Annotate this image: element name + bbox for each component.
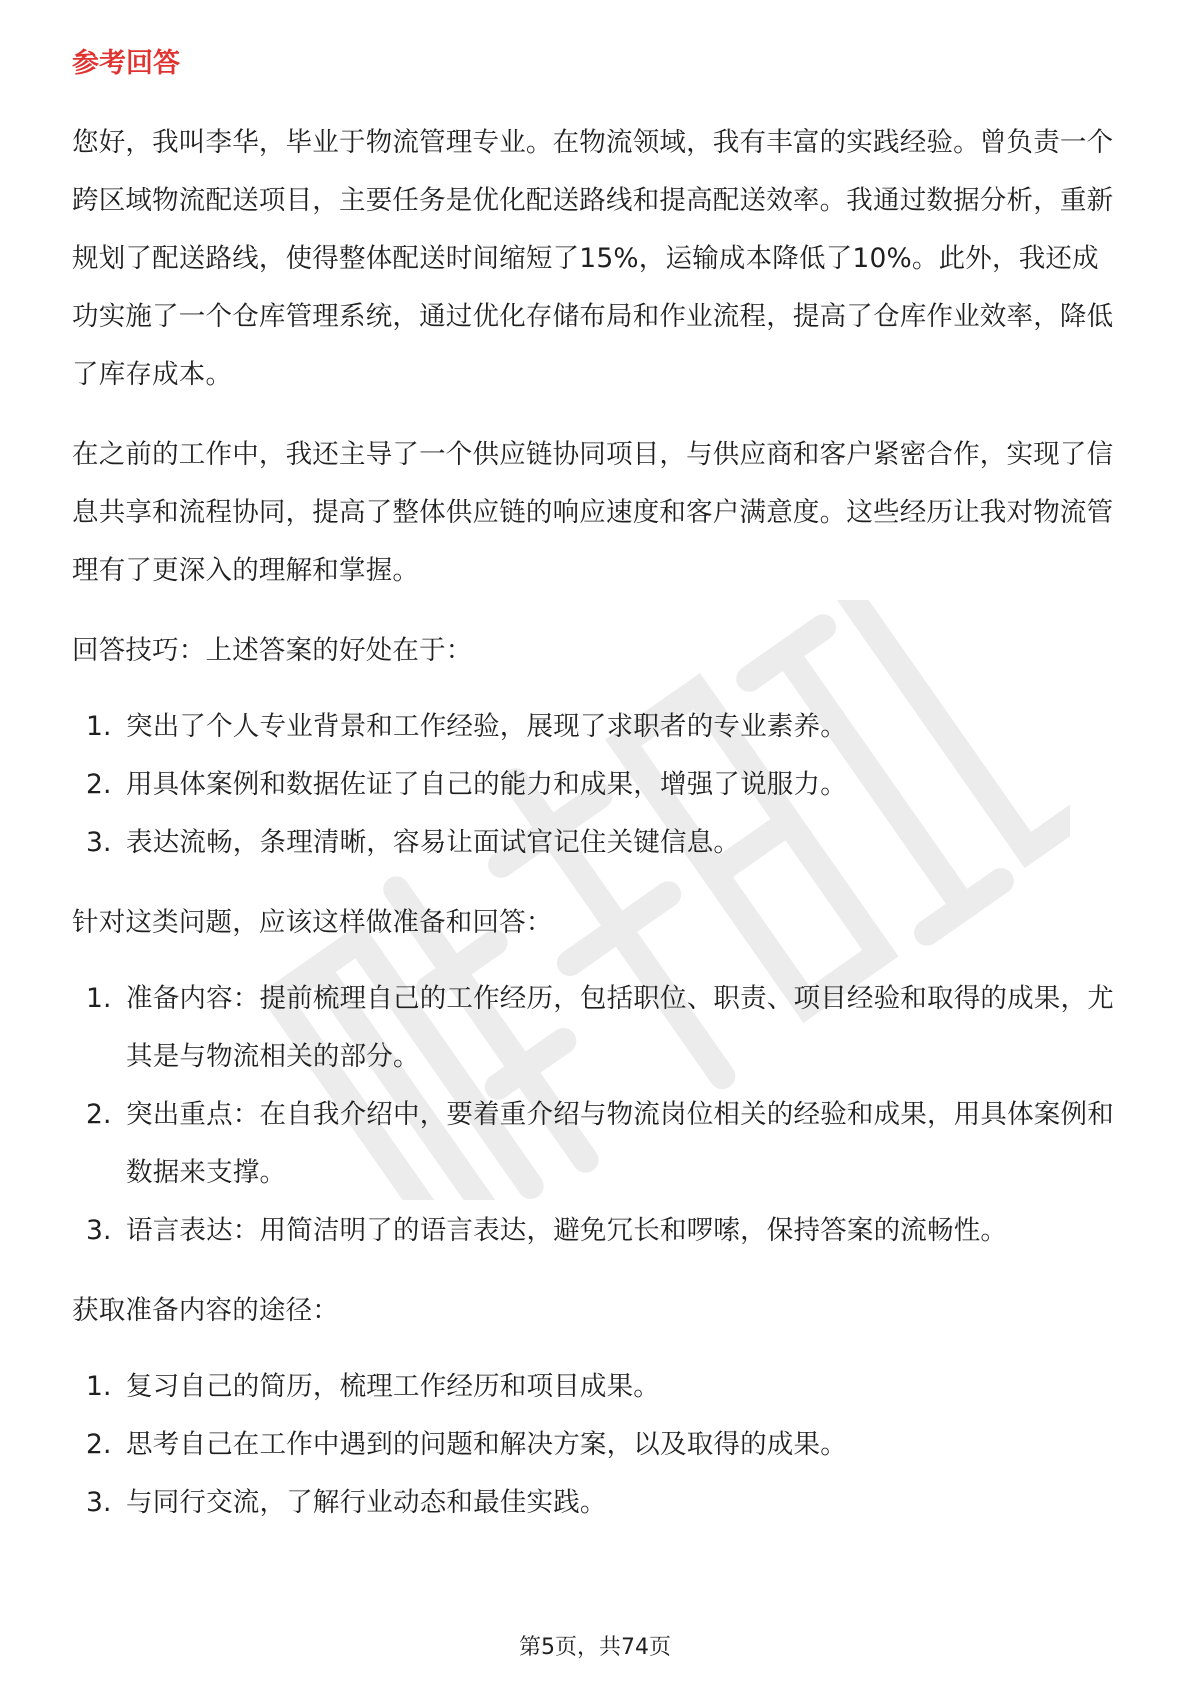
main-content: [72, 44, 1122, 1554]
answer-paragraph-1: 您好，我叫李华，毕业于物流管理专业。在物流领域，我有丰富的实践经验。曾负责一个跨区域物流配送项目，主要任务是优化配送路线和提高配送效率。我通过数据分析，重新规划了配送路线，使得整体配送时间缩短了15%，运输成本降低了10%。此外，我还成功实施了一个仓库管理系统，通过优化存储布局和作业流程，提高了仓库作业效率，降低了库存成本。: [72, 127, 1114, 390]
list-number: 2.: [86, 1099, 112, 1130]
list-text: 准备内容：提前梳理自己的工作经历，包括职位、职责、项目经验和取得的成果，尤其是与物流相关的部分。: [126, 983, 1114, 1072]
answer-paragraph-2: 在之前的工作中，我还主导了一个供应链协同项目，与供应商和客户紧密合作，实现了信息共享和流程协同，提高了整体供应链的响应速度和客户满意度。这些经历让我对物流管理有了更深入的理解和掌握。: [72, 439, 1114, 586]
list-number: 1.: [86, 983, 112, 1014]
list-item: [72, 698, 1122, 756]
sources-list: [72, 1358, 1122, 1532]
list-text: 突出重点：在自我介绍中，要着重介绍与物流岗位相关的经验和成果，用具体案例和数据来支撑。: [126, 1099, 1114, 1188]
list-text: 复习自己的简历，梳理工作经历和项目成果。: [126, 1371, 660, 1402]
list-text: 用具体案例和数据佐证了自己的能力和成果，增强了说服力。: [126, 769, 847, 800]
list-text: 突出了个人专业背景和工作经验，展现了求职者的专业素养。: [126, 711, 847, 742]
list-number: 2.: [86, 769, 112, 800]
list-item: [72, 1202, 1122, 1260]
list-item: [72, 1416, 1122, 1474]
list-item: [72, 1086, 1122, 1202]
prep-intro: 针对这类问题，应该这样做准备和回答：: [72, 907, 553, 938]
tips-list: [72, 698, 1122, 872]
tips-intro: 回答技巧：上述答案的好处在于：: [72, 635, 473, 666]
list-text: 思考自己在工作中遇到的问题和解决方案，以及取得的成果。: [126, 1429, 847, 1460]
list-number: 3.: [86, 1215, 112, 1246]
list-item: [72, 756, 1122, 814]
list-text: 表达流畅，条理清晰，容易让面试官记住关键信息。: [126, 827, 741, 858]
list-number: 3.: [86, 1487, 112, 1518]
list-number: 2.: [86, 1429, 112, 1460]
sources-intro: 获取准备内容的途径：: [72, 1295, 339, 1326]
list-number: 1.: [86, 711, 112, 742]
list-number: 1.: [86, 1371, 112, 1402]
list-item: [72, 970, 1122, 1086]
list-text: 与同行交流，了解行业动态和最佳实践。: [126, 1487, 607, 1518]
page-number: 第5页，共74页: [519, 1635, 671, 1660]
list-text: 语言表达：用简洁明了的语言表达，避免冗长和啰嗦，保持答案的流畅性。: [126, 1215, 1008, 1246]
answer-heading: 参考回答: [72, 48, 180, 79]
list-item: [72, 1474, 1122, 1532]
list-item: [72, 1358, 1122, 1416]
list-item: [72, 814, 1122, 872]
prep-list: [72, 970, 1122, 1260]
list-number: 3.: [86, 827, 112, 858]
